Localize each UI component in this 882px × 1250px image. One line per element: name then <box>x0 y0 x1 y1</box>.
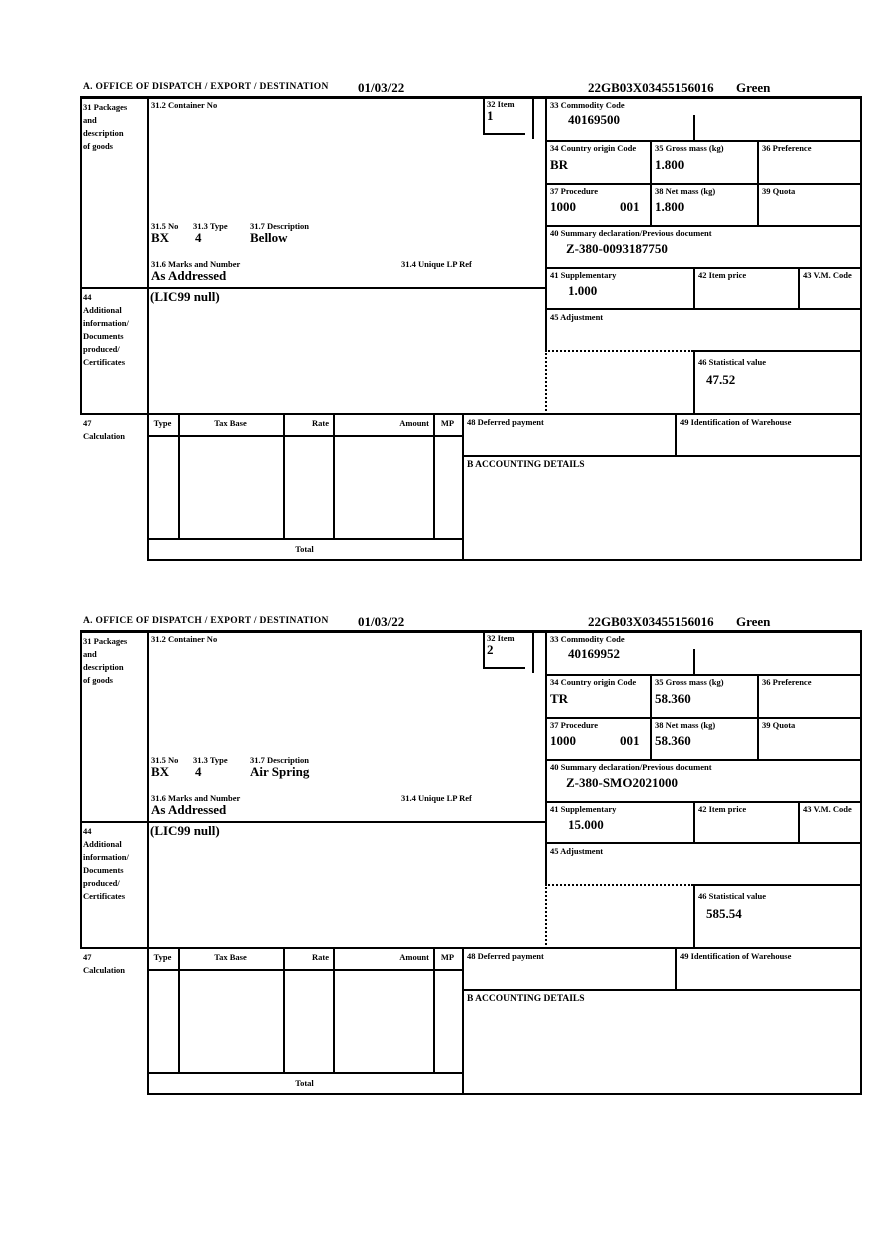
box39-quota-label: 39 Quota <box>762 720 796 730</box>
box31-label-line: 31 Packages <box>83 636 128 646</box>
border-line <box>462 947 464 1095</box>
item-box-border <box>532 630 534 673</box>
box32-item-label: 32 Item <box>487 633 515 643</box>
border-line <box>545 842 862 844</box>
box44-label-line: produced/ <box>83 344 120 354</box>
box32-item-label: 32 Item <box>487 99 515 109</box>
package-type-value: 4 <box>195 230 202 245</box>
box44-label-line: Documents <box>83 865 124 875</box>
column-header-type: Type <box>153 418 172 428</box>
column-header-mp: MP <box>440 418 455 428</box>
box31-packages-label <box>83 101 127 153</box>
column-header-type: Type <box>153 952 172 962</box>
declaration-item-section-2 <box>80 614 862 1096</box>
box31-packages-label <box>83 635 127 687</box>
gross-mass-value: 1.800 <box>655 157 685 172</box>
box31-4-lp-ref-label: 31.4 Unique LP Ref <box>401 793 472 803</box>
border-line <box>693 884 862 886</box>
box44-label-line: information/ <box>83 318 129 328</box>
dotted-border-line <box>545 350 547 415</box>
border-line <box>147 630 149 1095</box>
country-origin-value: TR <box>550 691 569 706</box>
box44-label-line: produced/ <box>83 878 120 888</box>
border-line <box>433 947 435 1072</box>
box36-preference-label: 36 Preference <box>762 143 812 153</box>
box47-label-line: Calculation <box>83 431 126 441</box>
border-line <box>693 350 862 352</box>
border-line <box>693 267 695 310</box>
border-line <box>650 140 652 227</box>
border-line <box>545 140 862 142</box>
box31-label-line: description <box>83 128 124 138</box>
box31-label-line: of goods <box>83 675 113 685</box>
box31-7-description-label: 31.7 Description <box>250 755 310 765</box>
border-line <box>80 96 862 99</box>
country-origin-value: BR <box>550 157 569 172</box>
total-label: Total <box>295 1078 314 1088</box>
box44-label-line: information/ <box>83 852 129 862</box>
box35-gross-mass-label: 35 Gross mass (kg) <box>655 143 724 153</box>
column-header-rate: Rate <box>312 418 329 428</box>
border-line <box>545 96 547 352</box>
border-line <box>545 267 862 269</box>
box45-adjustment-label: 45 Adjustment <box>550 312 604 322</box>
route-status: Green <box>736 614 771 629</box>
dotted-border-line <box>545 350 693 352</box>
box47-label-line: 47 <box>83 418 92 428</box>
box40-previous-doc-label: 40 Summary declaration/Previous document <box>550 762 712 772</box>
box44-label-line: 44 <box>83 826 92 836</box>
box37-procedure-label: 37 Procedure <box>550 720 599 730</box>
box31-2-container-label: 31.2 Container No <box>151 634 218 644</box>
border-line <box>693 884 695 949</box>
box39-quota-label: 39 Quota <box>762 186 796 196</box>
border-line <box>333 947 335 1072</box>
gross-mass-value: 58.360 <box>655 691 691 706</box>
procedure-code2-value: 001 <box>620 733 640 748</box>
border-line <box>147 96 149 561</box>
goods-description-value: Air Spring <box>250 764 310 779</box>
box48-deferred-label: 48 Deferred payment <box>467 417 544 427</box>
border-line <box>675 947 677 989</box>
box43-vm-code-label: 43 V.M. Code <box>803 270 852 280</box>
procedure-code-value: 1000 <box>550 733 576 748</box>
box48-deferred-label: 48 Deferred payment <box>467 951 544 961</box>
box31-2-container-label: 31.2 Container No <box>151 100 218 110</box>
box31-7-description-label: 31.7 Description <box>250 221 310 231</box>
package-type-value: 4 <box>195 764 202 779</box>
border-line <box>80 630 82 949</box>
box31-5-no-label: 31.5 No <box>151 221 179 231</box>
item-number-value: 2 <box>487 642 494 657</box>
dotted-border-line <box>545 884 547 949</box>
box38-net-mass-label: 38 Net mass (kg) <box>655 720 716 730</box>
border-line <box>545 801 862 803</box>
border-line <box>147 538 462 540</box>
marks-and-number-value: As Addressed <box>151 802 227 817</box>
box45-adjustment-label: 45 Adjustment <box>550 846 604 856</box>
procedure-code-value: 1000 <box>550 199 576 214</box>
commodity-code-separator <box>693 115 695 140</box>
net-mass-value: 1.800 <box>655 199 685 214</box>
box31-6-marks-label: 31.6 Marks and Number <box>151 793 241 803</box>
border-line <box>80 96 82 415</box>
box34-origin-label: 34 Country origin Code <box>550 677 637 687</box>
border-line <box>178 947 180 1072</box>
statistical-value: 585.54 <box>706 906 742 921</box>
office-of-dispatch-label: A. OFFICE OF DISPATCH / EXPORT / DESTINATION <box>83 616 329 626</box>
declaration-reference: 22GB03X03455156016 <box>588 80 714 95</box>
border-line <box>860 96 862 561</box>
box42-item-price-label: 42 Item price <box>698 270 747 280</box>
office-of-dispatch-label: A. OFFICE OF DISPATCH / EXPORT / DESTINATION <box>83 82 329 92</box>
column-header-amount: Amount <box>399 418 429 428</box>
declaration-reference: 22GB03X03455156016 <box>588 614 714 629</box>
border-line <box>462 989 862 991</box>
box44-additional-label <box>83 291 129 369</box>
box44-label-line: Additional <box>83 839 122 849</box>
border-line <box>147 559 862 561</box>
border-line <box>798 801 800 844</box>
column-header-rate: Rate <box>312 952 329 962</box>
net-mass-value: 58.360 <box>655 733 691 748</box>
box44-label-line: Certificates <box>83 357 126 367</box>
border-line <box>545 717 862 719</box>
box31-3-type-label: 31.3 Type <box>193 221 228 231</box>
border-line <box>147 435 462 437</box>
procedure-code2-value: 001 <box>620 199 640 214</box>
border-line <box>675 413 677 455</box>
declaration-item-section-1 <box>80 80 862 562</box>
border-line <box>333 413 335 538</box>
previous-document-value: Z-380-SMO2021000 <box>566 775 678 790</box>
accounting-details-label: B ACCOUNTING DETAILS <box>467 994 585 1004</box>
item-box-border <box>483 630 485 667</box>
box31-3-type-label: 31.3 Type <box>193 755 228 765</box>
box31-label-line: of goods <box>83 141 113 151</box>
border-line <box>147 1072 462 1074</box>
item-box-border <box>532 96 534 139</box>
column-header-mp: MP <box>440 952 455 962</box>
border-line <box>545 630 547 886</box>
box33-commodity-label: 33 Commodity Code <box>550 100 625 110</box>
border-line <box>545 759 862 761</box>
commodity-code-separator <box>693 649 695 674</box>
box49-warehouse-label: 49 Identification of Warehouse <box>680 417 792 427</box>
border-line <box>545 674 862 676</box>
box49-warehouse-label: 49 Identification of Warehouse <box>680 951 792 961</box>
box44-label-line: Certificates <box>83 891 126 901</box>
border-line <box>693 350 695 415</box>
border-line <box>545 308 862 310</box>
box33-commodity-label: 33 Commodity Code <box>550 634 625 644</box>
box31-6-marks-label: 31.6 Marks and Number <box>151 259 241 269</box>
border-line <box>545 225 862 227</box>
border-line <box>80 947 862 949</box>
total-label: Total <box>295 544 314 554</box>
commodity-code-value: 40169500 <box>568 112 620 127</box>
border-line <box>80 413 862 415</box>
box40-previous-doc-label: 40 Summary declaration/Previous document <box>550 228 712 238</box>
border-line <box>178 413 180 538</box>
border-line <box>757 140 759 227</box>
border-line <box>693 801 695 844</box>
box37-procedure-label: 37 Procedure <box>550 186 599 196</box>
declaration-date: 01/03/22 <box>358 80 405 95</box>
box46-statistical-label: 46 Statistical value <box>698 357 766 367</box>
box38-net-mass-label: 38 Net mass (kg) <box>655 186 716 196</box>
additional-information-value: (LIC99 null) <box>150 289 220 304</box>
border-line <box>147 969 462 971</box>
border-line <box>283 413 285 538</box>
package-no-value: BX <box>151 764 170 779</box>
supplementary-value: 1.000 <box>568 283 598 298</box>
box47-label-line: Calculation <box>83 965 126 975</box>
dotted-border-line <box>545 884 693 886</box>
declaration-date: 01/03/22 <box>358 614 405 629</box>
route-status: Green <box>736 80 771 95</box>
border-line <box>860 630 862 1095</box>
box36-preference-label: 36 Preference <box>762 677 812 687</box>
additional-information-value: (LIC99 null) <box>150 823 220 838</box>
box35-gross-mass-label: 35 Gross mass (kg) <box>655 677 724 687</box>
item-number-value: 1 <box>487 108 494 123</box>
box44-label-line: Documents <box>83 331 124 341</box>
marks-and-number-value: As Addressed <box>151 268 227 283</box>
box46-statistical-label: 46 Statistical value <box>698 891 766 901</box>
previous-document-value: Z-380-0093187750 <box>566 241 668 256</box>
box31-label-line: 31 Packages <box>83 102 128 112</box>
box47-calculation-label <box>83 417 125 443</box>
border-line <box>483 133 525 135</box>
box42-item-price-label: 42 Item price <box>698 804 747 814</box>
border-line <box>147 1093 862 1095</box>
column-header-tax-base: Tax Base <box>214 952 247 962</box>
box31-4-lp-ref-label: 31.4 Unique LP Ref <box>401 259 472 269</box>
box41-supplementary-label: 41 Supplementary <box>550 804 617 814</box>
box31-label-line: and <box>83 115 97 125</box>
item-box-border <box>483 96 485 133</box>
border-line <box>545 183 862 185</box>
statistical-value: 47.52 <box>706 372 736 387</box>
box43-vm-code-label: 43 V.M. Code <box>803 804 852 814</box>
border-line <box>650 674 652 761</box>
box31-label-line: and <box>83 649 97 659</box>
box34-origin-label: 34 Country origin Code <box>550 143 637 153</box>
box47-calculation-label <box>83 951 125 977</box>
border-line <box>462 455 862 457</box>
supplementary-value: 15.000 <box>568 817 604 832</box>
column-header-tax-base: Tax Base <box>214 418 247 428</box>
box41-supplementary-label: 41 Supplementary <box>550 270 617 280</box>
accounting-details-label: B ACCOUNTING DETAILS <box>467 460 585 470</box>
box31-label-line: description <box>83 662 124 672</box>
border-line <box>80 630 862 633</box>
box47-label-line: 47 <box>83 952 92 962</box>
border-line <box>433 413 435 538</box>
commodity-code-value: 40169952 <box>568 646 620 661</box>
border-line <box>462 413 464 561</box>
column-header-amount: Amount <box>399 952 429 962</box>
border-line <box>283 947 285 1072</box>
border-line <box>483 667 525 669</box>
goods-description-value: Bellow <box>250 230 288 245</box>
box44-additional-label <box>83 825 129 903</box>
border-line <box>757 674 759 761</box>
package-no-value: BX <box>151 230 170 245</box>
box31-5-no-label: 31.5 No <box>151 755 179 765</box>
box44-label-line: 44 <box>83 292 92 302</box>
border-line <box>798 267 800 310</box>
box44-label-line: Additional <box>83 305 122 315</box>
